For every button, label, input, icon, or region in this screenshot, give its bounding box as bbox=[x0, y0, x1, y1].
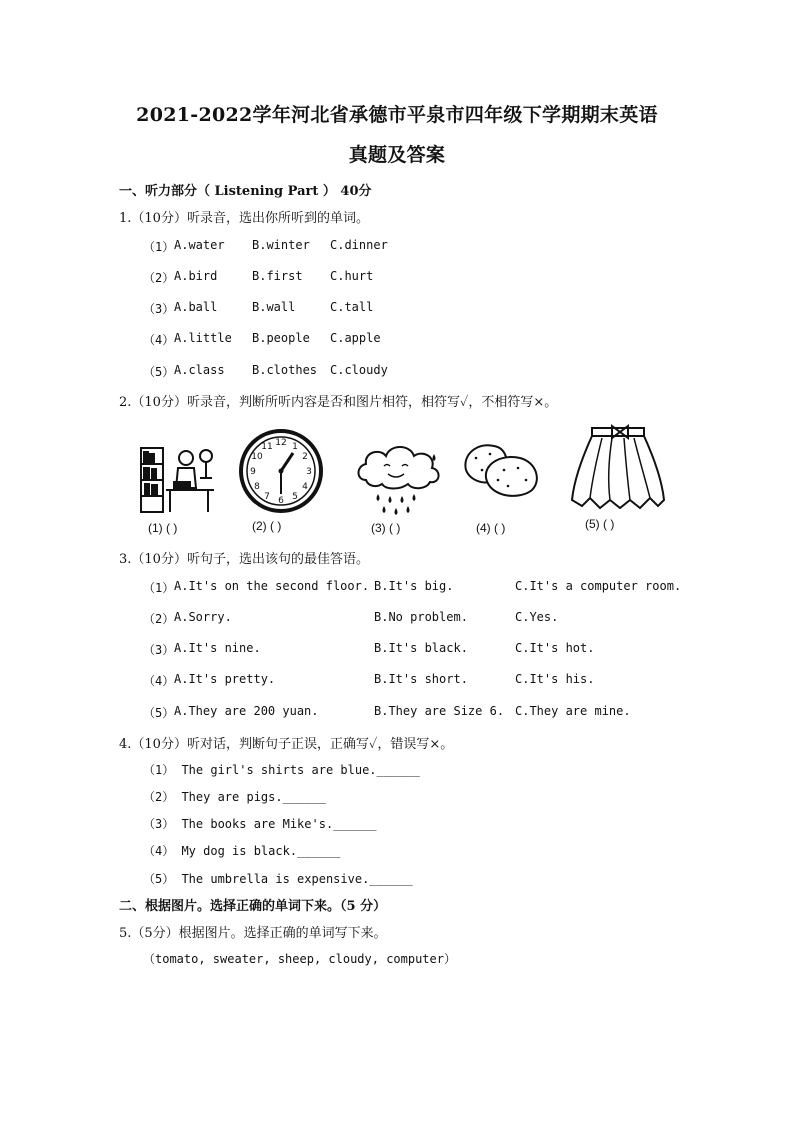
section1-heading: 一、听力部分（ Listening Part ） 40分 bbox=[119, 184, 372, 199]
svg-text:1: 1 bbox=[292, 442, 298, 452]
svg-text:11: 11 bbox=[261, 442, 273, 452]
q4-item: （3） The books are Mike's.______ bbox=[143, 817, 377, 831]
q1-option-b: B.wall bbox=[252, 300, 296, 314]
q3-option-a: A.It's on the second floor. bbox=[174, 579, 370, 593]
q5-word-bank: （tomato, sweater, sheep, cloudy, computer） bbox=[143, 952, 456, 966]
q3-option-b: B.It's black. bbox=[374, 641, 468, 655]
svg-text:6: 6 bbox=[278, 496, 284, 506]
svg-text:12: 12 bbox=[275, 438, 287, 448]
q3-option-a: A.It's pretty. bbox=[174, 672, 276, 686]
q3-option-c: C.They are mine. bbox=[515, 704, 631, 718]
q3-option-a: A.It's nine. bbox=[174, 641, 261, 655]
q2-label-5: (5) ( ) bbox=[585, 517, 615, 531]
q1-option-a: A.bird bbox=[174, 269, 218, 283]
q1-option-c: C.hurt bbox=[330, 269, 374, 283]
q3-option-c: C.It's hot. bbox=[515, 641, 595, 655]
rain-cloud-icon bbox=[352, 436, 444, 518]
q4-stem: 4.（10分）听对话，判断句子正误，正确写✓，错误写×。 bbox=[119, 737, 454, 752]
q3-option-a: A.They are 200 yuan. bbox=[174, 704, 319, 718]
q1-option-c: C.apple bbox=[330, 331, 381, 345]
document-title-line1: 2021-2022学年河北省承德市平泉市四年级下学期期末英语 bbox=[136, 104, 658, 126]
svg-text:7: 7 bbox=[264, 492, 270, 502]
section2-heading: 二、根据图片。选择正确的单词下来。（5 分） bbox=[119, 899, 387, 914]
q1-option-a: A.water bbox=[174, 238, 225, 252]
q2-label-2: (2) ( ) bbox=[252, 519, 282, 533]
q2-label-1: (1) ( ) bbox=[148, 521, 178, 535]
q2-label-3: (3) ( ) bbox=[371, 521, 401, 535]
q3-option-c: C.It's a computer room. bbox=[515, 579, 682, 593]
q3-option-b: B.It's big. bbox=[374, 579, 454, 593]
q2-stem: 2.（10分）听录音，判断所听内容是否和图片相符，相符写✓，不相符写×。 bbox=[119, 395, 558, 410]
svg-text:3: 3 bbox=[306, 467, 312, 477]
q1-option-b: B.first bbox=[252, 269, 303, 283]
q1-option-a: A.ball bbox=[174, 300, 218, 314]
q3-stem: 3.（10分）听句子，选出该句的最佳答语。 bbox=[119, 552, 369, 567]
skirt-icon bbox=[568, 418, 668, 512]
q3-option-b: B.They are Size 6. bbox=[374, 704, 505, 718]
q3-option-a: A.Sorry. bbox=[174, 610, 232, 624]
q1-stem: 1.（10分）听录音，选出你所听到的单词。 bbox=[119, 211, 369, 226]
q2-label-4: (4) ( ) bbox=[476, 521, 506, 535]
q3-option-c: C.It's his. bbox=[515, 672, 595, 686]
potato-icon bbox=[460, 440, 542, 502]
clock-icon bbox=[238, 428, 324, 514]
q1-option-c: C.tall bbox=[330, 300, 374, 314]
svg-text:5: 5 bbox=[292, 492, 298, 502]
exam-page: 2021-2022学年河北省承德市平泉市四年级下学期期末英语 真题及答案 一、听力部分（ Listening Part ） 40分 1.（10分）听录音，选出你所听到的单词。 （1） A.water B.winter C.dinner （2） A.bird B.first C.hurt （3） A.ball B.wall C.tall （4） A.little B.people C.apple （5） A.class B.clothes C.cloudy 2.（10分）听录音，判断所听内容是否和图片相符，相符写✓，不相符写×。 (1) ( ) 12 1 2 3 4 5 6 7 8 9 10 11 (2) ( ) (3) ( ) (4) ( ) (5) ( ) 3.（10分）听句子，选出该句的最佳答语。 （1） A.It's on the second floor. B.It's big. C.It's a computer room. （2） A.Sorry. B.No problem. C.Yes. （3） A.It's nine. B.It's black. C.It's hot. （4） A.It's pretty. B.It's short. C.It's his. （5） A.They are 200 yuan. B.They are Size 6. C.They are mine. 4.（10分）听对话，判断句子正误，正确写✓，错误写×。 （1） The girl's shirts are blue.______ （2） They are pigs.______ （3） The books are Mike's.______ （4） My dog is black.______ （5） The umbrella is expensive.______ 二、根据图片。选择正确的单词下来。（5 分） 5.（5分）根据图片。选择正确的单词写下来。 （tomato, sweater, sheep, cloudy, computer） bbox=[0, 0, 794, 1123]
svg-text:8: 8 bbox=[254, 482, 260, 492]
svg-text:2: 2 bbox=[302, 452, 308, 462]
q4-item: （1） The girl's shirts are blue.______ bbox=[143, 763, 420, 777]
library-desk-icon bbox=[138, 438, 218, 516]
q3-option-b: B.It's short. bbox=[374, 672, 468, 686]
q4-item: （5） The umbrella is expensive.______ bbox=[143, 872, 413, 886]
q4-item: （4） My dog is black.______ bbox=[143, 844, 341, 858]
q4-item: （2） They are pigs.______ bbox=[143, 790, 326, 804]
q3-option-c: C.Yes. bbox=[515, 610, 559, 624]
q1-option-b: B.people bbox=[252, 331, 310, 345]
q1-option-b: B.clothes bbox=[252, 363, 318, 377]
q1-option-c: C.dinner bbox=[330, 238, 388, 252]
q1-option-c: C.cloudy bbox=[330, 363, 388, 377]
document-title-line2: 真题及答案 bbox=[348, 144, 446, 166]
q3-option-b: B.No problem. bbox=[374, 610, 468, 624]
svg-text:4: 4 bbox=[302, 482, 308, 492]
svg-text:10: 10 bbox=[251, 452, 263, 462]
q1-option-b: B.winter bbox=[252, 238, 310, 252]
svg-text:9: 9 bbox=[250, 467, 256, 477]
q1-option-a: A.class bbox=[174, 363, 225, 377]
q5-stem: 5.（5分）根据图片。选择正确的单词写下来。 bbox=[119, 926, 387, 941]
q1-option-a: A.little bbox=[174, 331, 232, 345]
